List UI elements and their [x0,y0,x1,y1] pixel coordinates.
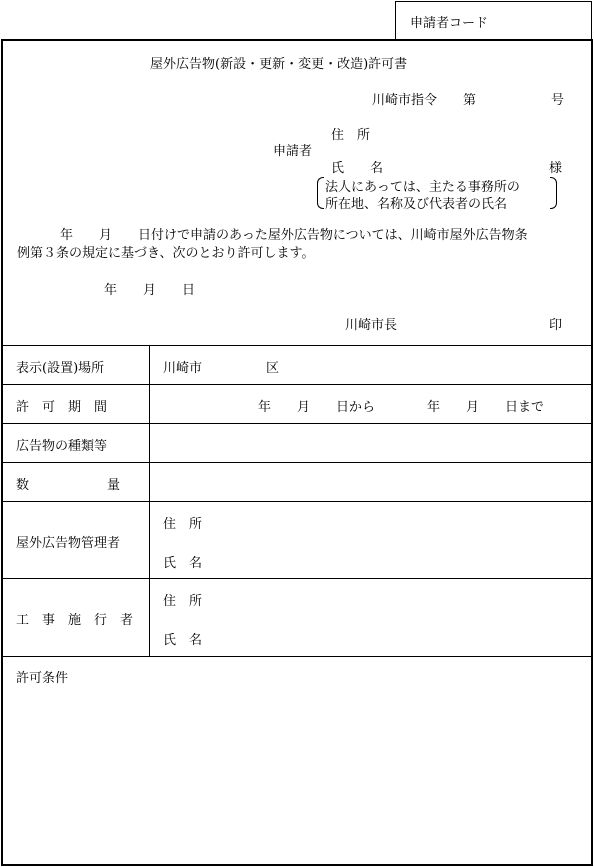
location-city: 川崎市 [163,361,203,376]
row-divider [1,423,593,424]
permit-number-dai: 第 [463,93,477,108]
period-value: 年 月 日から 年 月 日まで [258,400,545,415]
ad-type-label: 広告物の種類等 [16,439,108,454]
manager-address-label: 住 所 [163,517,203,532]
contractor-name-label: 氏 名 [163,633,203,648]
contractor-address-label: 住 所 [163,594,203,609]
body-text-line1: 年 月 日付けで申請のあった屋外広告物については、川崎市屋外広告物条 [60,228,528,243]
applicant-note-line1: 法人にあっては、主たる事務所の [325,180,520,195]
manager-label: 屋外広告物管理者 [16,536,121,551]
seal-mark: 印 [549,318,563,333]
applicant-sama: 様 [549,161,563,176]
table-top-border [1,345,593,346]
location-ward: 区 [266,361,280,376]
row-divider [1,656,593,657]
permit-number-prefix: 川崎市指令 [372,93,438,108]
note-bracket-right [550,177,557,209]
permit-conditions-label: 許可条件 [16,671,69,686]
row-divider [1,578,593,579]
body-text-line2: 例第３条の規定に基づき、次のとおり許可します。 [17,246,315,261]
manager-name-label: 氏 名 [163,556,203,571]
contractor-label: 工 事 施 行 者 [16,613,134,628]
row-divider [1,384,593,385]
quantity-label: 数 量 [16,478,121,493]
applicant-label: 申請者 [273,144,313,159]
applicant-note-line2: 所在地、名称及び代表者の氏名 [325,197,508,212]
period-label: 許 可 期 間 [16,400,108,415]
document-title: 屋外広告物(新設・更新・変更・改造)許可書 [150,57,408,72]
note-bracket-left [317,177,324,209]
applicant-address-label: 住 所 [331,128,371,143]
issue-date: 年 月 日 [104,283,196,298]
permit-number-go: 号 [551,93,565,108]
applicant-code-label: 申請者コード [410,16,489,31]
issuer-name: 川崎市長 [345,318,398,333]
location-label: 表示(設置)場所 [16,361,105,376]
row-divider [1,501,593,502]
applicant-name-label: 氏 名 [331,161,384,176]
row-divider [1,462,593,463]
column-divider [149,346,150,656]
